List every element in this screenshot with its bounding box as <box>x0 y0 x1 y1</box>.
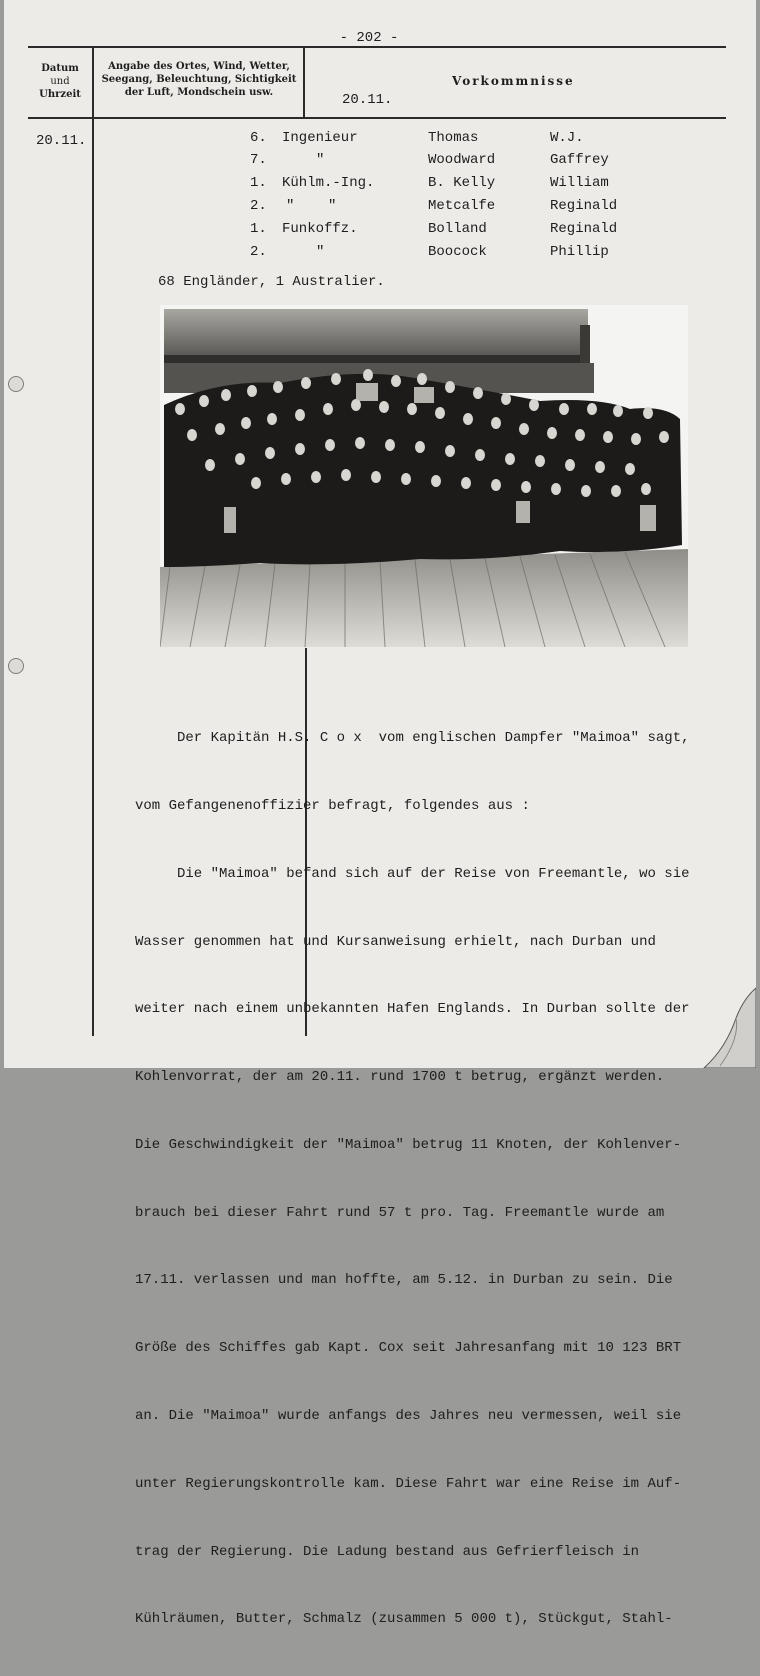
crew-rank: " <box>316 152 325 168</box>
crew-num: 7. <box>250 152 267 168</box>
crew-given: Gaffrey <box>550 152 609 168</box>
crew-surname: Thomas <box>428 130 479 146</box>
crew-num: 2. <box>250 198 267 214</box>
crew-num: 6. <box>250 130 267 146</box>
narrative-line: an. Die "Maimoa" wurde anfangs des Jahres neu vermessen, weil sie <box>135 1408 682 1424</box>
punch-hole-bottom <box>8 658 24 674</box>
crew-surname: Woodward <box>428 152 496 168</box>
date-entry: 20.11. <box>36 133 87 149</box>
narrative-line: trag der Regierung. Die Ladung bestand aus Gefrierfleisch in <box>135 1543 640 1560</box>
crew-rank: Kühlm.-Ing. <box>282 175 375 191</box>
page-curl <box>696 978 756 1068</box>
crew-given: Reginald <box>550 221 618 237</box>
crew-surname: Boocock <box>428 244 487 260</box>
crew-given: Reginald <box>550 198 618 214</box>
crew-surname: Bolland <box>428 221 487 237</box>
crew-num: 1. <box>250 221 267 237</box>
crew-num: 1. <box>250 175 267 191</box>
narrative-line: Die "Maimoa" befand sich auf der Reise von Freemantle, wo sie <box>135 865 690 882</box>
narrative-line: Größe des Schiffes gab Kapt. Cox seit Jahresanfang mit 10 123 BRT <box>135 1340 682 1357</box>
crew-rank: Ingenieur <box>282 130 358 146</box>
narrative-line: 17.11. verlassen und man hoffte, am 5.12. in Durban zu sein. Die <box>135 1272 673 1289</box>
header-location-weather: Angabe des Ortes, Wind, Wetter, Seegang, Beleuchtung, Sichtigkeit der Luft, Mondschein usw. <box>101 61 297 98</box>
header-bottom-rule <box>28 117 726 119</box>
header-datum: Datum und Uhrzeit <box>39 63 81 100</box>
crew-rank: Funkoffz. <box>282 221 358 237</box>
crew-given: William <box>550 175 609 191</box>
narrative-line: vom Gefangenenoffizier befragt, folgendes aus : <box>135 797 530 814</box>
narrative-line: Kohlenvorrat, der am 20.11. rund 1700 t betrug, ergänzt werden. <box>135 1069 665 1086</box>
table-top-rule <box>28 46 726 48</box>
column-divider-2 <box>303 46 305 119</box>
narrative-line: brauch bei dieser Fahrt rund 57 t pro. Tag. Freemantle wurde am <box>135 1204 665 1221</box>
narrative-line: Wasser genommen hat und Kursanweisung erhielt, nach Durban und <box>135 933 656 950</box>
header-date: 20.11. <box>342 92 393 108</box>
crew-num: 2. <box>250 244 267 260</box>
narrative-line: Die Geschwindigkeit der "Maimoa" betrug 11 Knoten, der Kohlenver- <box>135 1136 682 1153</box>
crew-group-photograph <box>160 305 688 647</box>
nationality-summary: 68 Engländer, 1 Australier. <box>158 274 385 290</box>
narrative-line: unter Regierungskontrolle kam. Diese Fahrt war eine Reise im Auf- <box>135 1475 682 1492</box>
narrative-line: weiter nach einem unbekannten Hafen Englands. In Durban sollte der <box>135 1001 690 1018</box>
column-divider-1 <box>92 46 94 1036</box>
crew-given: Phillip <box>550 244 609 260</box>
document-page <box>4 0 756 1628</box>
crew-given: W.J. <box>550 130 584 146</box>
header-events-title: Vorkommnisse <box>452 74 575 88</box>
narrative-line: Der Kapitän H.S. C o x vom englischen Dampfer "Maimoa" sagt, <box>135 730 690 747</box>
narrative-line: Kühlräumen, Butter, Schmalz (zusammen 5 000 t), Stückgut, Stahl- <box>135 1611 673 1628</box>
narrative-text <box>135 682 755 1676</box>
crew-rank: " " <box>286 198 337 214</box>
crew-surname: Metcalfe <box>428 198 496 214</box>
photo-illustration <box>160 305 688 647</box>
page-number: - 202 - <box>339 30 399 46</box>
punch-hole-top <box>8 376 24 392</box>
crew-surname: B. Kelly <box>428 175 496 191</box>
crew-rank: " <box>316 244 325 260</box>
